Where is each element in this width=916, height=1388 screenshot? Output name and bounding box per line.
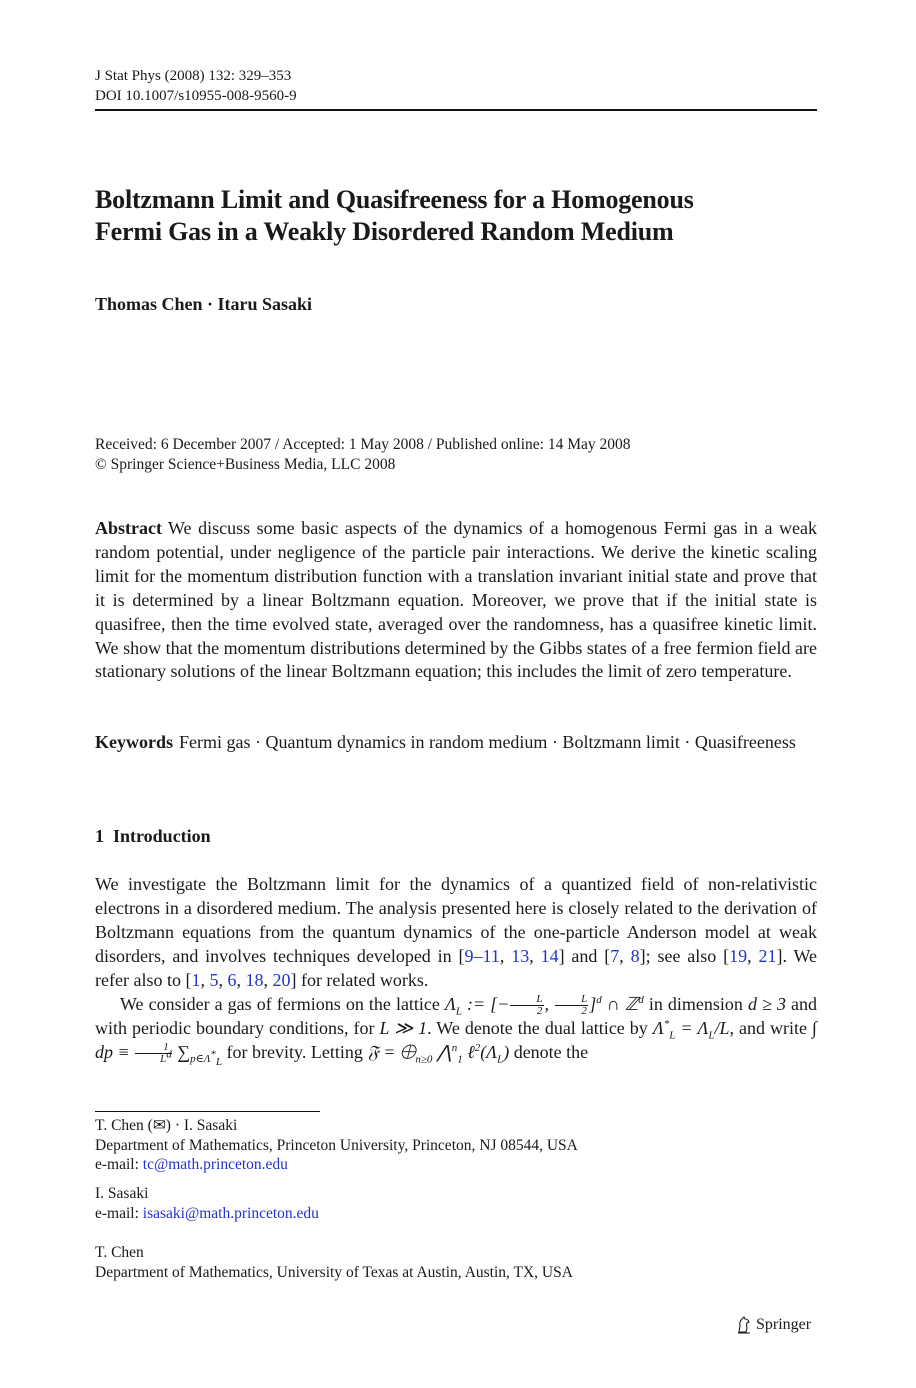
title-line-1: Boltzmann Limit and Quasifreeness for a Homogenous <box>95 185 694 214</box>
citation-link[interactable]: 9–11 <box>464 945 500 966</box>
intro-paragraph-1: We investigate the Boltzmann limit for the dynamics of a quantized field of non-relativistic electrons in a disordered medium. The analysis presented here is closely related to the derivation of Boltzmann equations from the quantum dynamics of the one-particle Anderson model at weak disorders, and involves techniques developed in [9–11, 13, 14] and [7, 8]; see also [19, 21]. We refer also to [1, 5, 6, 18, 20] for related works. <box>95 874 818 990</box>
citation-link[interactable]: 20 <box>272 969 291 990</box>
title-line-2: Fermi Gas in a Weakly Disordered Random Medium <box>95 217 674 246</box>
citation-link[interactable]: 5 <box>209 969 219 990</box>
keywords-label: Keywords <box>95 732 173 752</box>
keywords <box>95 731 817 755</box>
intro-paragraph-2: We consider a gas of fermions on the lattice $\Lambda_L$ := [− $\frac{L}{2}$ , $\frac{L}{2}$ ]$^d$ ∩ ℤ$^d$ in dimension d ≥ 3 and with periodic boundary conditions, for L ≫ 1. We denote the dual lattice by $\Lambda^*_L = \Lambda_L/L$, and write ∫ dp ≡ $\frac{1}{L^d}$ $\sum_{p\in\Lambda^*_L}$ for brevity. Letting 𝔉 = $⨁_{n\ge 0}$ ⋀$^n_1$ $\ell^2(\Lambda_L)$ denote the <box>95 992 818 1069</box>
affiliation-sasaki <box>95 1184 817 1223</box>
math-dual-lattice: $\Lambda^*_L = \Lambda_L/L$ <box>652 1017 730 1042</box>
abstract-text: We discuss some basic aspects of the dynamics of a homogenous Fermi gas in a weak random potential, under negligence of the particle pair interactions. We derive the kinetic scaling limit for the momentum distribution function with a translation invariant initial state and prove that it is determined by a linear Boltzmann equation. Moreover, we prove that if the initial state is quasifree, then the time evolved state, averaged over the randomness, has a quasifree kinetic limit. We show that the momentum distributions determined by the Gibbs states of a free fermion field are stationary solutions of the linear Boltzmann equation; this includes the limit of zero temperature. <box>95 518 817 682</box>
section-title: Introduction <box>113 826 211 846</box>
header-rule <box>95 109 817 111</box>
email-line-sasaki: e-mail: isasaki@math.princeton.edu <box>95 1204 319 1222</box>
math-lattice: $\Lambda_L$ := [− $\frac{L}{2}$ , $\frac{L}{2}$ ]$^d$ ∩ ℤ$^d$ <box>444 992 644 1018</box>
publication-dates <box>95 435 817 475</box>
department-princeton: Department of Mathematics, Princeton University, Princeton, NJ 08544, USA <box>95 1136 578 1154</box>
paper-title <box>95 184 817 248</box>
affiliation-princeton <box>95 1116 817 1175</box>
footnote-rule <box>95 1111 320 1112</box>
math-integral: ∫ dp ≡ $\frac{1}{L^d}$ $\sum_{p\in\Lambda^*_L}$ <box>95 1017 817 1069</box>
citation-link[interactable]: 19 <box>729 945 748 966</box>
citation-link[interactable]: 6 <box>227 969 237 990</box>
citation-link[interactable]: 21 <box>758 945 777 966</box>
math-large-l: L ≫ 1 <box>379 1017 428 1038</box>
journal-header <box>95 66 817 106</box>
citation-link[interactable]: 18 <box>245 969 264 990</box>
received-accepted-line: Received: 6 December 2007 / Accepted: 1 May 2008 / Published online: 14 May 2008 <box>95 436 631 453</box>
citation-link[interactable]: 14 <box>540 945 559 966</box>
department-texas: Department of Mathematics, University of Texas at Austin, Austin, TX, USA <box>95 1263 573 1281</box>
citation-link[interactable]: 13 <box>511 945 530 966</box>
publisher-name: Springer <box>756 1316 812 1333</box>
journal-citation: J Stat Phys (2008) 132: 329–353 <box>95 68 292 84</box>
citation-link[interactable]: 7 <box>610 945 620 966</box>
keywords-text: Fermi gas · Quantum dynamics in random medium · Boltzmann limit · Quasifreeness <box>179 732 796 752</box>
email-link-chen[interactable]: tc@math.princeton.edu <box>142 1156 288 1173</box>
email-link-sasaki[interactable]: isasaki@math.princeton.edu <box>142 1204 319 1222</box>
citation-link[interactable]: 1 <box>191 969 201 990</box>
abstract <box>95 517 817 684</box>
doi: DOI 10.1007/s10955-008-9560-9 <box>95 88 297 104</box>
affiliation-texas <box>95 1243 817 1282</box>
introduction-body <box>95 873 818 1069</box>
math-dimension: d ≥ 3 <box>747 993 786 1014</box>
section-number: 1 <box>95 826 104 846</box>
publisher-mark <box>736 1316 811 1334</box>
abstract-label: Abstract <box>95 518 162 538</box>
footnote-authors: T. Chen (✉) · I. Sasaki <box>95 1117 238 1134</box>
authors: Thomas Chen · Itaru Sasaki <box>95 294 313 314</box>
citation-link[interactable]: 8 <box>630 945 640 966</box>
section-heading <box>95 826 817 847</box>
copyright-line: © Springer Science+Business Media, LLC 2008 <box>95 456 396 473</box>
footnote-sasaki-name: I. Sasaki <box>95 1185 149 1202</box>
email-line-chen: e-mail: tc@math.princeton.edu <box>95 1156 288 1173</box>
footnote-chen-name: T. Chen <box>95 1244 144 1261</box>
math-fock-space: 𝔉 = $⨁_{n\ge 0}$ ⋀$^n_1$ $\ell^2(\Lambda_L)$ <box>367 1041 510 1066</box>
springer-horse-icon <box>736 1316 752 1334</box>
